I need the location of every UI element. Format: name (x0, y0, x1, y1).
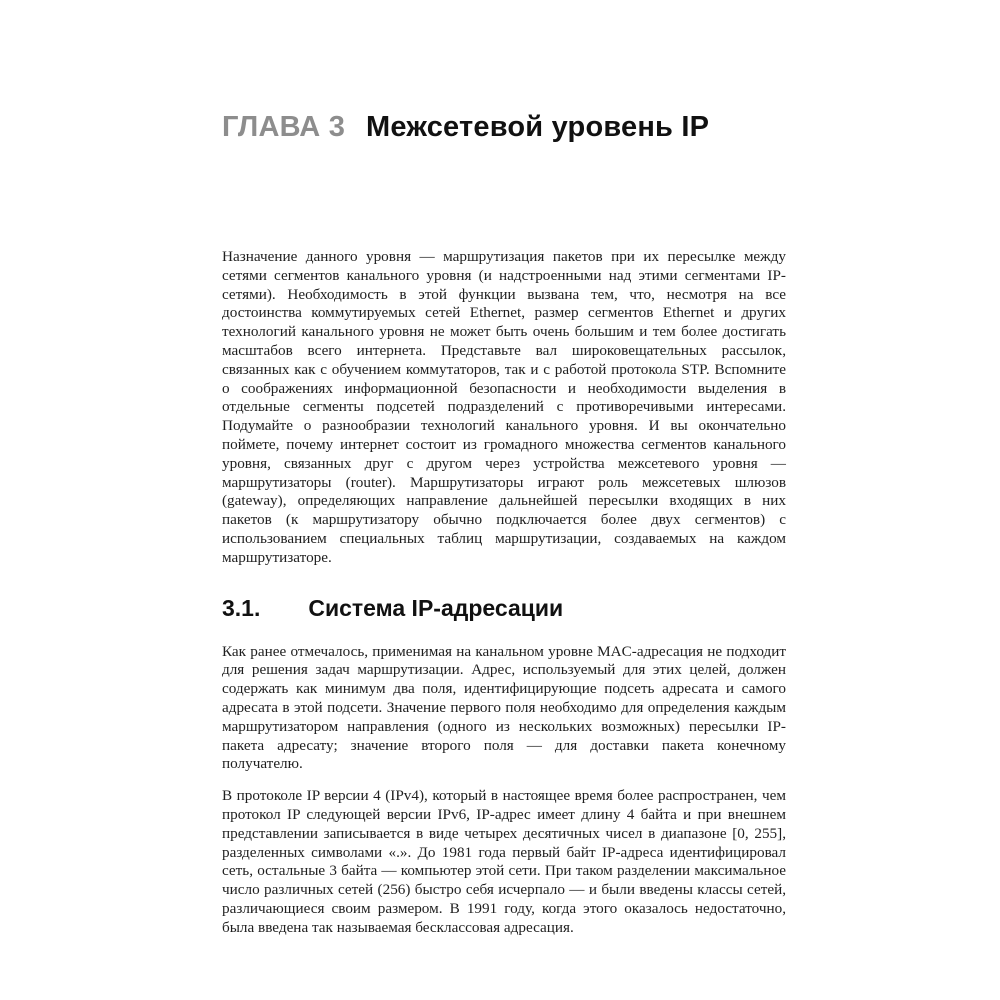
section-paragraph-1: Как ранее отмечалось, применимая на канальном уровне MAC-адресация не подходит для решения задач маршрутизации. Адрес, используемый для этих целей, должен содержать как минимум два поля, идентифицирующие подсеть адресата и самого адресата в этой подсети. Значение первого поля необходимо для определения каждым маршрутизатором направления (одного из нескольких возможных) пересылки IP-пакета адресату; значение второго поля — для доставки пакета конечному получателю. (222, 642, 786, 773)
section-number: 3.1. (222, 594, 261, 621)
section-heading (222, 594, 786, 622)
chapter-title: Межсетевой уровень IP (366, 111, 710, 143)
section-paragraph-2: В протоколе IP версии 4 (IPv4), который в настоящее время более распространен, чем протокол IP следующей версии IPv6, IP-адрес имеет длину 4 байта и при внешнем представлении записывается в виде четырех десятичных чисел в диапазоне [0, 255], разделенных символами «.». До 1981 года первый байт IP-адреса идентифицировал сеть, остальные 3 байта — компьютер этой сети. При таком разделении максимальное число различных сетей (256) быстро себя исчерпало — и были введены классы сетей, различающиеся своим размером. В 1991 году, когда этого оказалось недостаточно, была введена так называемая бесклассовая адресация. (222, 787, 786, 936)
section-title: Система IP-адресации (308, 594, 564, 621)
chapter-heading (222, 0, 786, 144)
chapter-number-label: ГЛАВА 3 (222, 111, 346, 143)
intro-paragraph: Назначение данного уровня — маршрутизация пакетов при их пересылке между сетями сегментов канального уровня (и надстроенными над этими сегментами IP-сетями). Необходимость в этой функции вызвана тем, что, несмотря на все достоинства коммутируемых сетей Ethernet, размер сегментов Ethernet и других технологий канального уровня не может быть очень большим и тем более достигать масштабов всего интернета. Представьте вал широковещательных рассылок, связанных как с обучением коммутаторов, так и с работой протокола STP. Вспомните о соображениях информационной безопасности и необходимости выделения в отдельные сегменты подсетей подразделений с противоречивыми интересами. Подумайте о разнообразии технологий канального уровня. И вы окончательно поймете, почему интернет состоит из громадного множества сегментов канального уровня, связанных друг с другом через устройства межсетевого уровня — маршрутизаторы (router). Маршрутизаторы играют роль межсетевых шлюзов (gateway), определяющих направление дальнейшей пересылки входящих в них пакетов (к маршрутизатору обычно подключается более двух сегментов) с использованием специальных таблиц маршрутизации, создаваемых на каждом маршрутизаторе. (222, 248, 786, 566)
page-content (222, 0, 786, 938)
